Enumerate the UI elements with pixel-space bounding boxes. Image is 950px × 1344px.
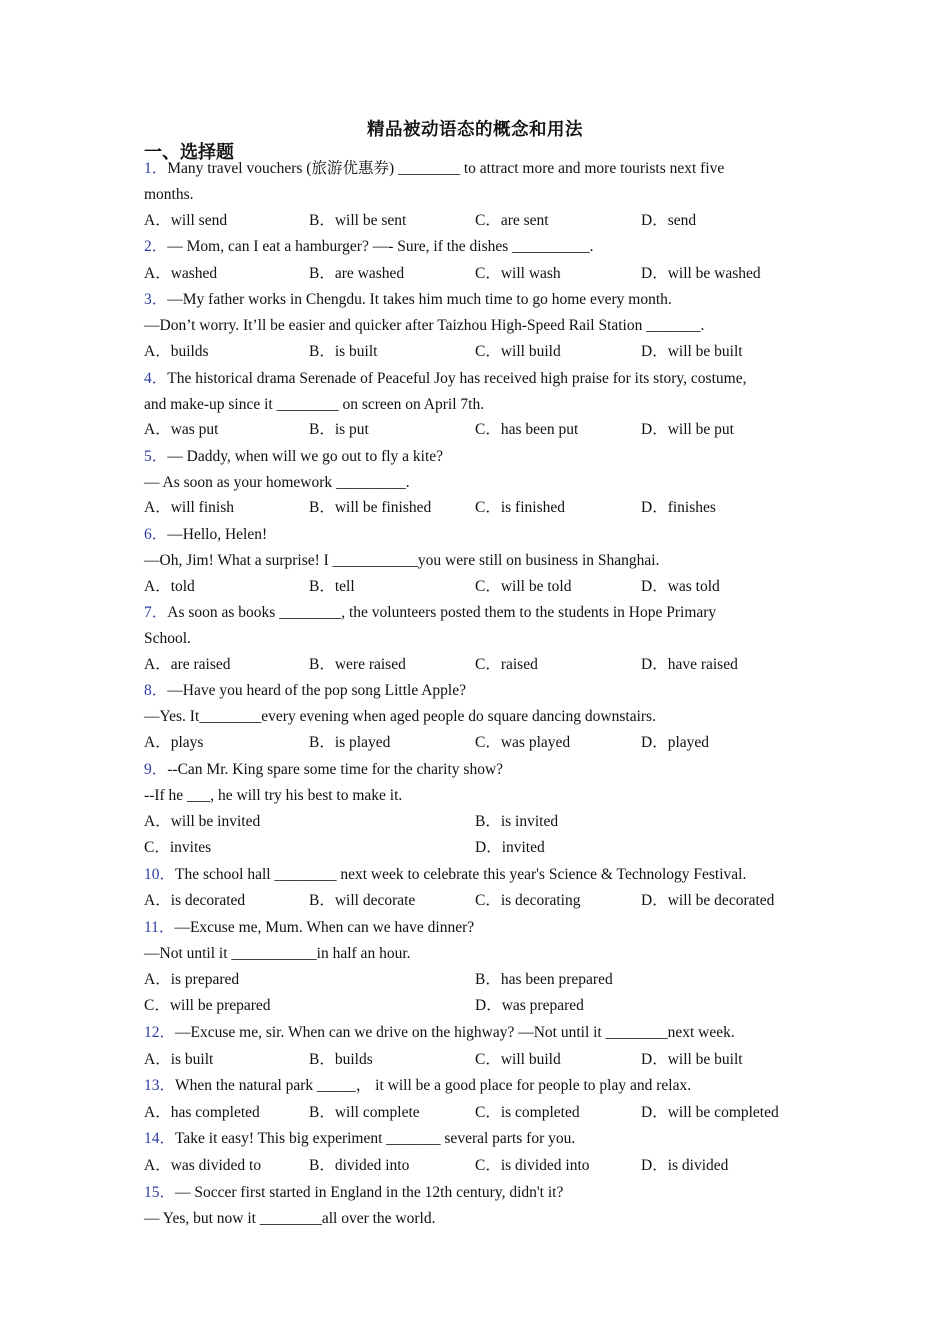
option-a[interactable]: A．has completed (144, 1104, 260, 1121)
option-d[interactable]: D．send (641, 212, 697, 229)
option-a[interactable]: A．will finish (144, 499, 234, 516)
option-d[interactable]: D．will be washed (641, 265, 761, 282)
question-2 (144, 237, 594, 257)
option-d[interactable]: D．have raised (641, 656, 738, 673)
option-b[interactable]: B．is invited (475, 813, 559, 830)
option-c[interactable]: C．invites (144, 839, 212, 856)
option-c[interactable]: C．is completed (475, 1104, 580, 1121)
option-a[interactable]: A．will be invited (144, 813, 261, 830)
option-b[interactable]: B．divided into (309, 1157, 410, 1174)
question-number: 2． (144, 238, 168, 255)
question-text: When the natural park _____， it will be a good place for people to play and relax. (175, 1077, 692, 1094)
option-a[interactable]: A．will send (144, 212, 228, 229)
question-text: —Have you heard of the pop song Little Apple? (167, 682, 466, 699)
question-text: — Soccer first started in England in the 12th century, didn't it? (175, 1184, 564, 1201)
option-b[interactable]: B．are washed (309, 265, 405, 282)
question-text: The school hall ________ next week to celebrate this year's Science & Technology Festival. (175, 866, 747, 883)
question-text-continued: and make-up since it ________ on screen on April 7th. (144, 396, 485, 413)
option-b[interactable]: B．will be finished (309, 499, 432, 516)
question-1 (144, 159, 724, 179)
option-a[interactable]: A．are raised (144, 656, 231, 673)
question-text: — Mom, can I eat a hamburger? —- Sure, if the dishes __________. (167, 238, 594, 255)
option-c[interactable]: C．is divided into (475, 1157, 590, 1174)
document-title: 精品被动语态的概念和用法 (367, 119, 583, 139)
question-number: 1． (144, 160, 168, 177)
question-text: Take it easy! This big experiment _______ several parts for you. (175, 1130, 576, 1147)
question-3 (144, 290, 672, 310)
question-number: 4． (144, 370, 168, 387)
option-c[interactable]: C．will be prepared (144, 997, 271, 1014)
option-c[interactable]: C．will build (475, 343, 561, 360)
option-b[interactable]: B．tell (309, 578, 355, 595)
question-number: 11． (144, 919, 175, 936)
option-b[interactable]: B．will complete (309, 1104, 420, 1121)
option-c[interactable]: C．was played (475, 734, 571, 751)
option-b[interactable]: B．is put (309, 421, 369, 438)
question-number: 3． (144, 291, 168, 308)
question-13 (144, 1076, 691, 1096)
option-d[interactable]: D．is divided (641, 1157, 729, 1174)
question-text: —My father works in Chengdu. It takes him much time to go home every month. (167, 291, 672, 308)
question-text: — Daddy, when will we go out to fly a kite? (167, 448, 444, 465)
question-text: --Can Mr. King spare some time for the charity show? (167, 761, 504, 778)
option-d[interactable]: D．played (641, 734, 710, 751)
question-text: The historical drama Serenade of Peaceful Joy has received high praise for its story, costume, (167, 370, 747, 387)
option-d[interactable]: D．will be completed (641, 1104, 779, 1121)
option-d[interactable]: D．will be put (641, 421, 734, 438)
option-d[interactable]: D．finishes (641, 499, 716, 516)
question-number: 12． (144, 1024, 176, 1041)
section-heading: 一、选择题 (144, 142, 234, 162)
option-a[interactable]: A．washed (144, 265, 218, 282)
question-11 (144, 918, 474, 938)
option-b[interactable]: B．will decorate (309, 892, 416, 909)
option-b[interactable]: B．builds (309, 1051, 373, 1068)
question-text-continued: —Don’t worry. It’ll be easier and quicker after Taizhou High-Speed Rail Station _______. (144, 317, 705, 334)
option-b[interactable]: B．has been prepared (475, 971, 613, 988)
question-number: 6． (144, 526, 168, 543)
option-a[interactable]: A．is built (144, 1051, 214, 1068)
option-c[interactable]: C．is decorating (475, 892, 581, 909)
question-4 (144, 369, 746, 389)
question-text-continued: --If he ___, he will try his best to make it. (144, 787, 403, 804)
option-a[interactable]: A．told (144, 578, 195, 595)
question-text-continued: months. (144, 186, 194, 203)
option-d[interactable]: D．will be built (641, 1051, 743, 1068)
question-text-continued: —Oh, Jim! What a surprise! I ___________you were still on business in Shanghai. (144, 552, 660, 569)
option-a[interactable]: A．was put (144, 421, 219, 438)
question-9 (144, 760, 503, 780)
question-7 (144, 603, 716, 623)
option-c[interactable]: C．are sent (475, 212, 549, 229)
question-number: 8． (144, 682, 168, 699)
question-number: 13． (144, 1077, 176, 1094)
question-text: Many travel vouchers (旅游优惠券) ________ to attract more and more tourists next five (167, 160, 725, 177)
option-d[interactable]: D．was prepared (475, 997, 584, 1014)
question-number: 5． (144, 448, 168, 465)
question-text-continued: — Yes, but now it ________all over the world. (144, 1210, 436, 1227)
option-c[interactable]: C．will build (475, 1051, 561, 1068)
question-number: 14． (144, 1130, 176, 1147)
option-a[interactable]: A．was divided to (144, 1157, 262, 1174)
option-b[interactable]: B．is played (309, 734, 391, 751)
option-b[interactable]: B．is built (309, 343, 378, 360)
question-text-continued: —Not until it ___________in half an hour. (144, 945, 411, 962)
question-number: 15． (144, 1184, 176, 1201)
question-14 (144, 1129, 575, 1149)
option-d[interactable]: D．was told (641, 578, 720, 595)
question-8 (144, 681, 466, 701)
option-c[interactable]: C．has been put (475, 421, 579, 438)
question-text: —Excuse me, Mum. When can we have dinner? (174, 919, 475, 936)
question-text: As soon as books ________, the volunteers posted them to the students in Hope Primary (167, 604, 717, 621)
question-text: —Excuse me, sir. When can we drive on the highway? —Not until it ________next week. (175, 1024, 735, 1041)
question-10 (144, 865, 746, 885)
question-number: 9． (144, 761, 168, 778)
option-d[interactable]: D．will be built (641, 343, 743, 360)
option-a[interactable]: A．is prepared (144, 971, 240, 988)
question-number: 10． (144, 866, 176, 883)
option-a[interactable]: A．plays (144, 734, 204, 751)
option-c[interactable]: C．is finished (475, 499, 565, 516)
option-c[interactable]: C．raised (475, 656, 538, 673)
option-b[interactable]: B．will be sent (309, 212, 407, 229)
question-6 (144, 525, 267, 545)
option-b[interactable]: B．were raised (309, 656, 406, 673)
option-a[interactable]: A．is decorated (144, 892, 246, 909)
option-d[interactable]: D．invited (475, 839, 545, 856)
question-15 (144, 1183, 563, 1203)
question-text: —Hello, Helen! (167, 526, 268, 543)
question-text-continued: School. (144, 630, 191, 647)
question-text-continued: — As soon as your homework _________. (144, 474, 410, 491)
option-d[interactable]: D．will be decorated (641, 892, 775, 909)
question-5 (144, 447, 443, 467)
option-c[interactable]: C．will wash (475, 265, 561, 282)
option-c[interactable]: C．will be told (475, 578, 572, 595)
question-number: 7． (144, 604, 168, 621)
question-12 (144, 1023, 735, 1043)
option-a[interactable]: A．builds (144, 343, 209, 360)
question-text-continued: —Yes. It________every evening when aged people do square dancing downstairs. (144, 708, 656, 725)
